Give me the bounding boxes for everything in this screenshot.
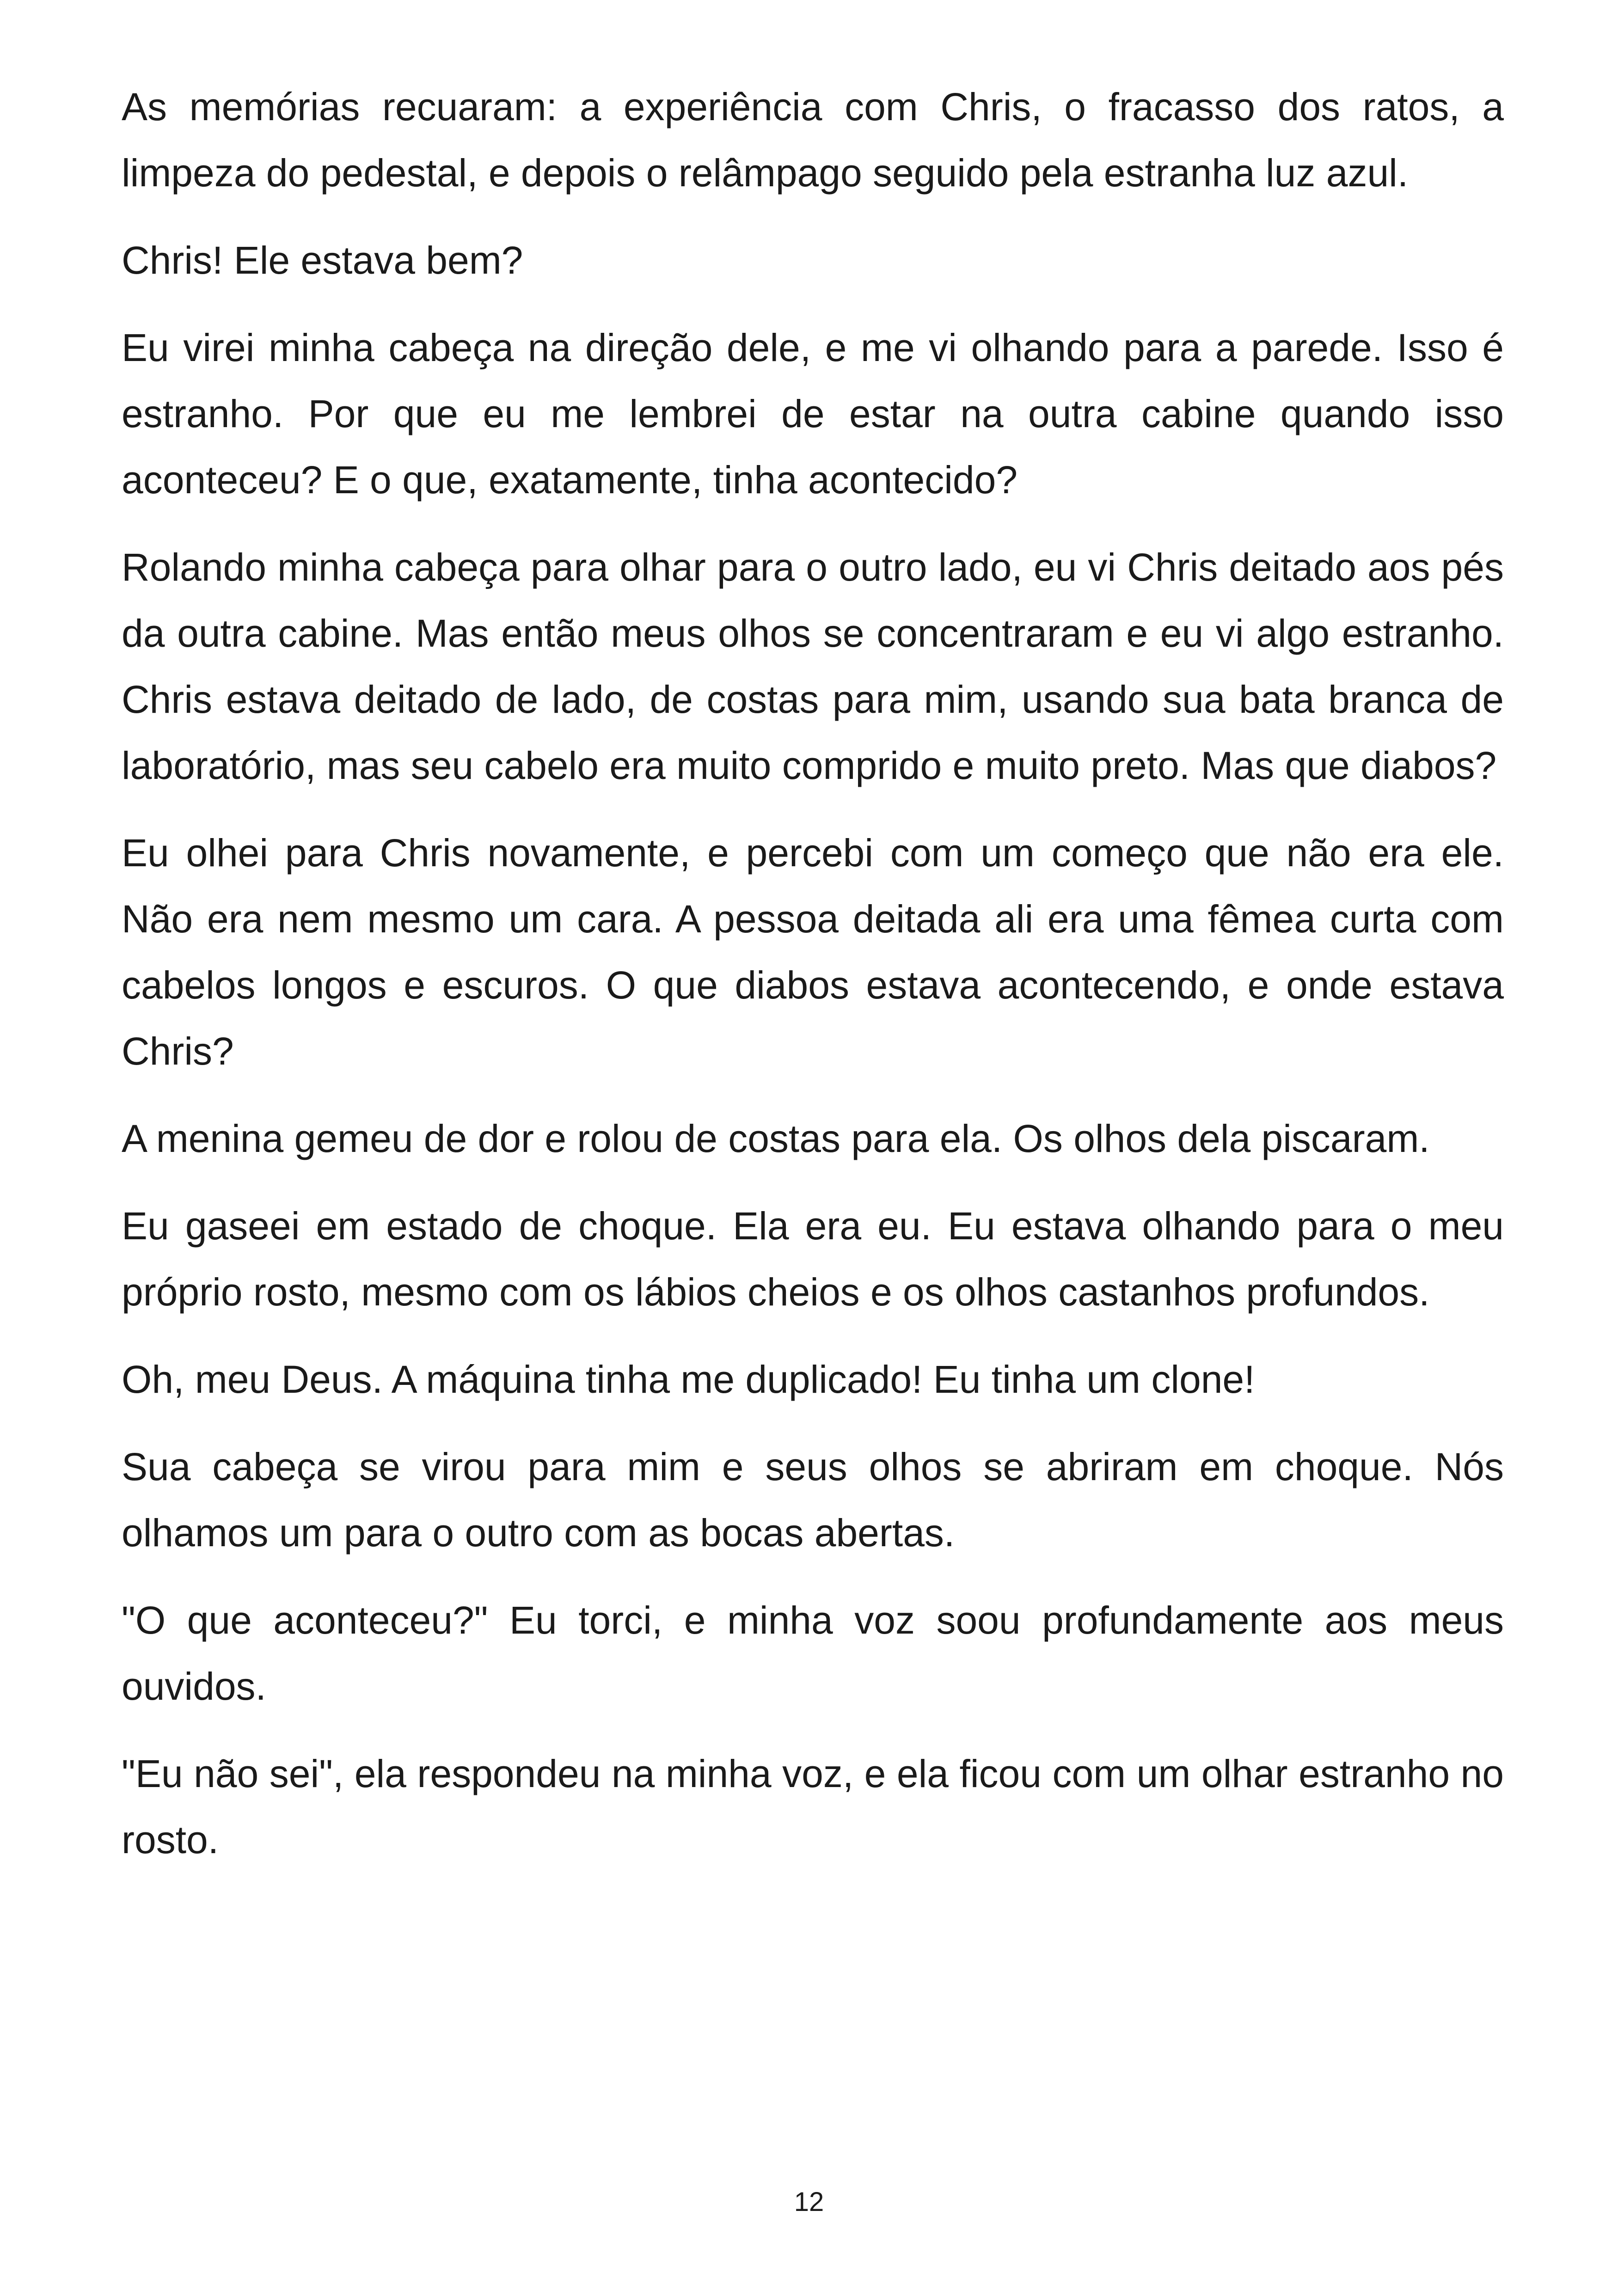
paragraph: Eu olhei para Chris novamente, e percebi com um começo que não era ele. Não era nem mesmo um cara. A pessoa deitada ali era uma fêmea curta com cabelos longos e escuros. O que diabos estava acontecendo, e onde estava Chris? bbox=[122, 831, 1504, 1073]
page-number: 12 bbox=[794, 2187, 824, 2217]
paragraph: A menina gemeu de dor e rolou de costas para ela. Os olhos dela piscaram. bbox=[122, 1117, 1430, 1160]
paragraph: Rolando minha cabeça para olhar para o outro lado, eu vi Chris deitado aos pés da outra cabine. Mas então meus olhos se concentraram e eu vi algo estranho. Chris estava deitado de lado, de costas para mim, usando sua bata branca de laboratório, mas seu cabelo era muito comprido e muito preto. Mas que diabos? bbox=[122, 545, 1504, 787]
paragraph: "O que aconteceu?" Eu torci, e minha voz soou profundamente aos meus ouvidos. bbox=[122, 1598, 1504, 1708]
paragraph: Chris! Ele estava bem? bbox=[122, 239, 523, 282]
paragraph: Oh, meu Deus. A máquina tinha me duplicado! Eu tinha um clone! bbox=[122, 1358, 1255, 1401]
paragraph: Sua cabeça se virou para mim e seus olhos se abriram em choque. Nós olhamos um para o outro com as bocas abertas. bbox=[122, 1445, 1504, 1555]
paragraph: As memórias recuaram: a experiência com Chris, o fracasso dos ratos, a limpeza do pedestal, e depois o relâmpago seguido pela estranha luz azul. bbox=[122, 85, 1504, 195]
paragraph: "Eu não sei", ela respondeu na minha voz, e ela ficou com um olhar estranho no rosto. bbox=[122, 1752, 1504, 1861]
paragraph: Eu gaseei em estado de choque. Ela era eu. Eu estava olhando para o meu próprio rosto, mesmo com os lábios cheios e os olhos castanhos profundos. bbox=[122, 1204, 1504, 1314]
page-body bbox=[122, 74, 1504, 1894]
paragraph: Eu virei minha cabeça na direção dele, e me vi olhando para a parede. Isso é estranho. Por que eu me lembrei de estar na outra cabine quando isso aconteceu? E o que, exatamente, tinha acontecido? bbox=[122, 326, 1504, 502]
